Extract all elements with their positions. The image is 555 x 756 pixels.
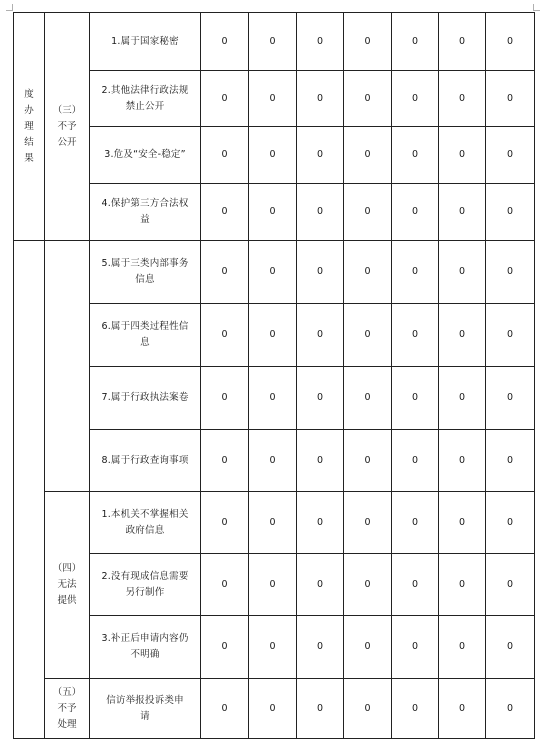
count-cell: 0 bbox=[344, 554, 392, 616]
row-label: 3.危及“安全-稳定” bbox=[90, 127, 201, 184]
count-cell: 0 bbox=[344, 71, 392, 127]
count-cell: 0 bbox=[439, 127, 486, 184]
table-row bbox=[14, 127, 535, 184]
row-label: 1.属于国家秘密 bbox=[90, 13, 201, 71]
count-cell: 0 bbox=[439, 430, 486, 492]
count-cell: 0 bbox=[486, 127, 535, 184]
count-cell: 0 bbox=[486, 616, 535, 679]
count-cell: 0 bbox=[249, 184, 297, 241]
count-cell: 0 bbox=[486, 554, 535, 616]
row-label: 8.属于行政查询事项 bbox=[90, 430, 201, 492]
count-cell: 0 bbox=[439, 367, 486, 430]
count-cell: 0 bbox=[201, 492, 249, 554]
count-cell: 0 bbox=[392, 241, 439, 304]
count-cell: 0 bbox=[392, 13, 439, 71]
count-cell: 0 bbox=[249, 241, 297, 304]
row-label: 1.本机关不掌握相关 政府信息 bbox=[90, 492, 201, 554]
count-cell: 0 bbox=[439, 13, 486, 71]
category-blank-cell bbox=[45, 241, 90, 492]
count-cell: 0 bbox=[249, 430, 297, 492]
count-cell: 0 bbox=[201, 679, 249, 739]
count-cell: 0 bbox=[297, 616, 344, 679]
count-cell: 0 bbox=[249, 492, 297, 554]
left-blank-cell bbox=[14, 241, 45, 739]
count-cell: 0 bbox=[486, 492, 535, 554]
table-row bbox=[14, 71, 535, 127]
count-cell: 0 bbox=[297, 430, 344, 492]
page-corner-mark-right bbox=[533, 4, 540, 11]
count-cell: 0 bbox=[486, 184, 535, 241]
category-not-disclosed: （三） 不予 公开 bbox=[45, 13, 90, 241]
table-row bbox=[14, 367, 535, 430]
count-cell: 0 bbox=[439, 492, 486, 554]
row-label: 5.属于三类内部事务 信息 bbox=[90, 241, 201, 304]
count-cell: 0 bbox=[297, 184, 344, 241]
category-not-processed: （五） 不予 处理 bbox=[45, 679, 90, 739]
count-cell: 0 bbox=[201, 430, 249, 492]
count-cell: 0 bbox=[344, 13, 392, 71]
count-cell: 0 bbox=[439, 304, 486, 367]
count-cell: 0 bbox=[439, 679, 486, 739]
count-cell: 0 bbox=[297, 127, 344, 184]
table-row bbox=[14, 679, 535, 739]
count-cell: 0 bbox=[486, 71, 535, 127]
row-label: 信访举报投诉类申 请 bbox=[90, 679, 201, 739]
count-cell: 0 bbox=[344, 492, 392, 554]
count-cell: 0 bbox=[249, 304, 297, 367]
count-cell: 0 bbox=[392, 679, 439, 739]
count-cell: 0 bbox=[392, 554, 439, 616]
table-row bbox=[14, 616, 535, 679]
table-row bbox=[14, 430, 535, 492]
count-cell: 0 bbox=[392, 367, 439, 430]
count-cell: 0 bbox=[344, 367, 392, 430]
row-label: 6.属于四类过程性信 息 bbox=[90, 304, 201, 367]
count-cell: 0 bbox=[249, 679, 297, 739]
count-cell: 0 bbox=[201, 13, 249, 71]
table-row bbox=[14, 554, 535, 616]
count-cell: 0 bbox=[392, 304, 439, 367]
row-label: 4.保护第三方合法权 益 bbox=[90, 184, 201, 241]
count-cell: 0 bbox=[439, 554, 486, 616]
page-corner-mark-left bbox=[6, 4, 13, 11]
count-cell: 0 bbox=[249, 616, 297, 679]
count-cell: 0 bbox=[344, 430, 392, 492]
count-cell: 0 bbox=[344, 679, 392, 739]
count-cell: 0 bbox=[486, 430, 535, 492]
count-cell: 0 bbox=[297, 71, 344, 127]
count-cell: 0 bbox=[344, 616, 392, 679]
count-cell: 0 bbox=[201, 184, 249, 241]
count-cell: 0 bbox=[201, 367, 249, 430]
table-row bbox=[14, 304, 535, 367]
count-cell: 0 bbox=[297, 304, 344, 367]
count-cell: 0 bbox=[249, 367, 297, 430]
count-cell: 0 bbox=[344, 241, 392, 304]
count-cell: 0 bbox=[439, 71, 486, 127]
count-cell: 0 bbox=[249, 127, 297, 184]
row-label: 2.其他法律行政法规 禁止公开 bbox=[90, 71, 201, 127]
count-cell: 0 bbox=[486, 13, 535, 71]
count-cell: 0 bbox=[297, 554, 344, 616]
count-cell: 0 bbox=[201, 304, 249, 367]
count-cell: 0 bbox=[392, 616, 439, 679]
count-cell: 0 bbox=[486, 304, 535, 367]
count-cell: 0 bbox=[344, 184, 392, 241]
result-section-label: 度 办 理 结 果 bbox=[14, 13, 45, 241]
count-cell: 0 bbox=[392, 127, 439, 184]
table-row bbox=[14, 492, 535, 554]
count-cell: 0 bbox=[486, 367, 535, 430]
count-cell: 0 bbox=[249, 71, 297, 127]
count-cell: 0 bbox=[392, 184, 439, 241]
count-cell: 0 bbox=[201, 127, 249, 184]
count-cell: 0 bbox=[392, 492, 439, 554]
count-cell: 0 bbox=[439, 241, 486, 304]
count-cell: 0 bbox=[201, 241, 249, 304]
table-row bbox=[14, 13, 535, 71]
count-cell: 0 bbox=[344, 304, 392, 367]
table-row bbox=[14, 184, 535, 241]
count-cell: 0 bbox=[297, 241, 344, 304]
row-label: 3.补正后申请内容仍 不明确 bbox=[90, 616, 201, 679]
count-cell: 0 bbox=[297, 367, 344, 430]
count-cell: 0 bbox=[344, 127, 392, 184]
count-cell: 0 bbox=[439, 616, 486, 679]
count-cell: 0 bbox=[486, 679, 535, 739]
count-cell: 0 bbox=[297, 679, 344, 739]
count-cell: 0 bbox=[201, 616, 249, 679]
row-label: 2.没有现成信息需要 另行制作 bbox=[90, 554, 201, 616]
table-row bbox=[14, 241, 535, 304]
row-label: 7.属于行政执法案卷 bbox=[90, 367, 201, 430]
results-table bbox=[13, 12, 535, 739]
count-cell: 0 bbox=[249, 13, 297, 71]
count-cell: 0 bbox=[392, 71, 439, 127]
count-cell: 0 bbox=[249, 554, 297, 616]
count-cell: 0 bbox=[201, 71, 249, 127]
count-cell: 0 bbox=[486, 241, 535, 304]
count-cell: 0 bbox=[297, 492, 344, 554]
count-cell: 0 bbox=[297, 13, 344, 71]
count-cell: 0 bbox=[439, 184, 486, 241]
count-cell: 0 bbox=[201, 554, 249, 616]
category-unable-to-provide: （四） 无法 提供 bbox=[45, 492, 90, 679]
count-cell: 0 bbox=[392, 430, 439, 492]
